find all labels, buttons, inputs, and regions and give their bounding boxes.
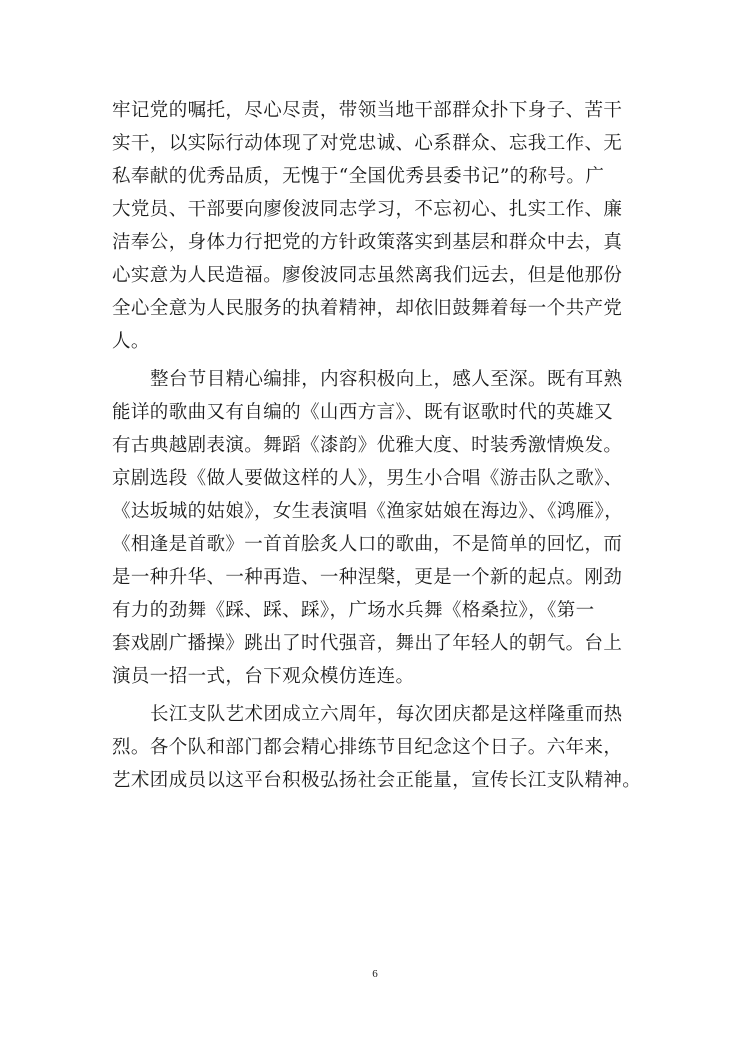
text-line: 长江支队艺术团成立六周年，每次团庆都是这样隆重而热 [150, 704, 623, 725]
text-line: 《相逢是首歌》一首首脍炙人口的歌曲，不是简单的回忆，而 [112, 534, 623, 555]
paragraph-1 [112, 94, 672, 358]
paragraph-3 [112, 698, 672, 797]
text-line: 京剧选段《做人要做这样的人》，男生小合唱《游击队之歌》、 [112, 468, 623, 489]
page-number: 6 [372, 968, 378, 980]
text-line: 洁奉公，身体力行把党的方针政策落实到基层和群众中去，真 [112, 232, 623, 253]
text-line: 是一种升华、一种再造、一种涅槃，更是一个新的起点。刚劲 [112, 567, 623, 588]
text-line: 演员一招一式，台下观众模仿连连。 [112, 666, 415, 687]
text-line: 牢记党的嘱托，尽心尽责，带领当地干部群众扑下身子、苦干 [112, 100, 623, 121]
text-line: 能详的歌曲又有自编的《山西方言》、既有讴歌时代的英雄又 [112, 402, 614, 423]
text-line: 有力的劲舞《踩、踩、踩》，广场水兵舞《格桑拉》，《第一 [112, 600, 595, 621]
text-line: 全心全意为人民服务的执着精神，却依旧鼓舞着每一个共产党 [112, 298, 623, 319]
text-line: 烈。各个队和部门都会精心排练节目纪念这个日子。六年来， [112, 737, 623, 758]
text-line: 心实意为人民造福。廖俊波同志虽然离我们远去，但是他那份 [112, 265, 623, 286]
text-line: 大党员、干部要向廖俊波同志学习，不忘初心、扎实工作、廉 [112, 199, 623, 220]
text-line: 实干，以实际行动体现了对党忠诚、心系群众、忘我工作、无 [112, 133, 623, 154]
text-line: 艺术团成员以这平台积极弘扬社会正能量，宣传长江支队精神。 [112, 770, 642, 791]
text-line: 套戏剧广播操》跳出了时代强音，舞出了年轻人的朝气。台上 [112, 633, 623, 654]
text-line: 人。 [112, 331, 150, 352]
body-text [112, 94, 672, 797]
text-line: 有古典越剧表演。舞蹈《漆韵》优雅大度、时装秀激情焕发。 [112, 435, 623, 456]
text-line: 私奉献的优秀品质，无愧于“全国优秀县委书记”的称号。广 [112, 166, 605, 187]
paragraph-2 [112, 363, 672, 693]
text-line: 整台节目精心编排，内容积极向上，感人至深。既有耳熟 [150, 369, 623, 390]
text-line: 《达坂城的姑娘》，女生表演唱《渔家姑娘在海边》、《鸿雁》， [112, 501, 624, 522]
